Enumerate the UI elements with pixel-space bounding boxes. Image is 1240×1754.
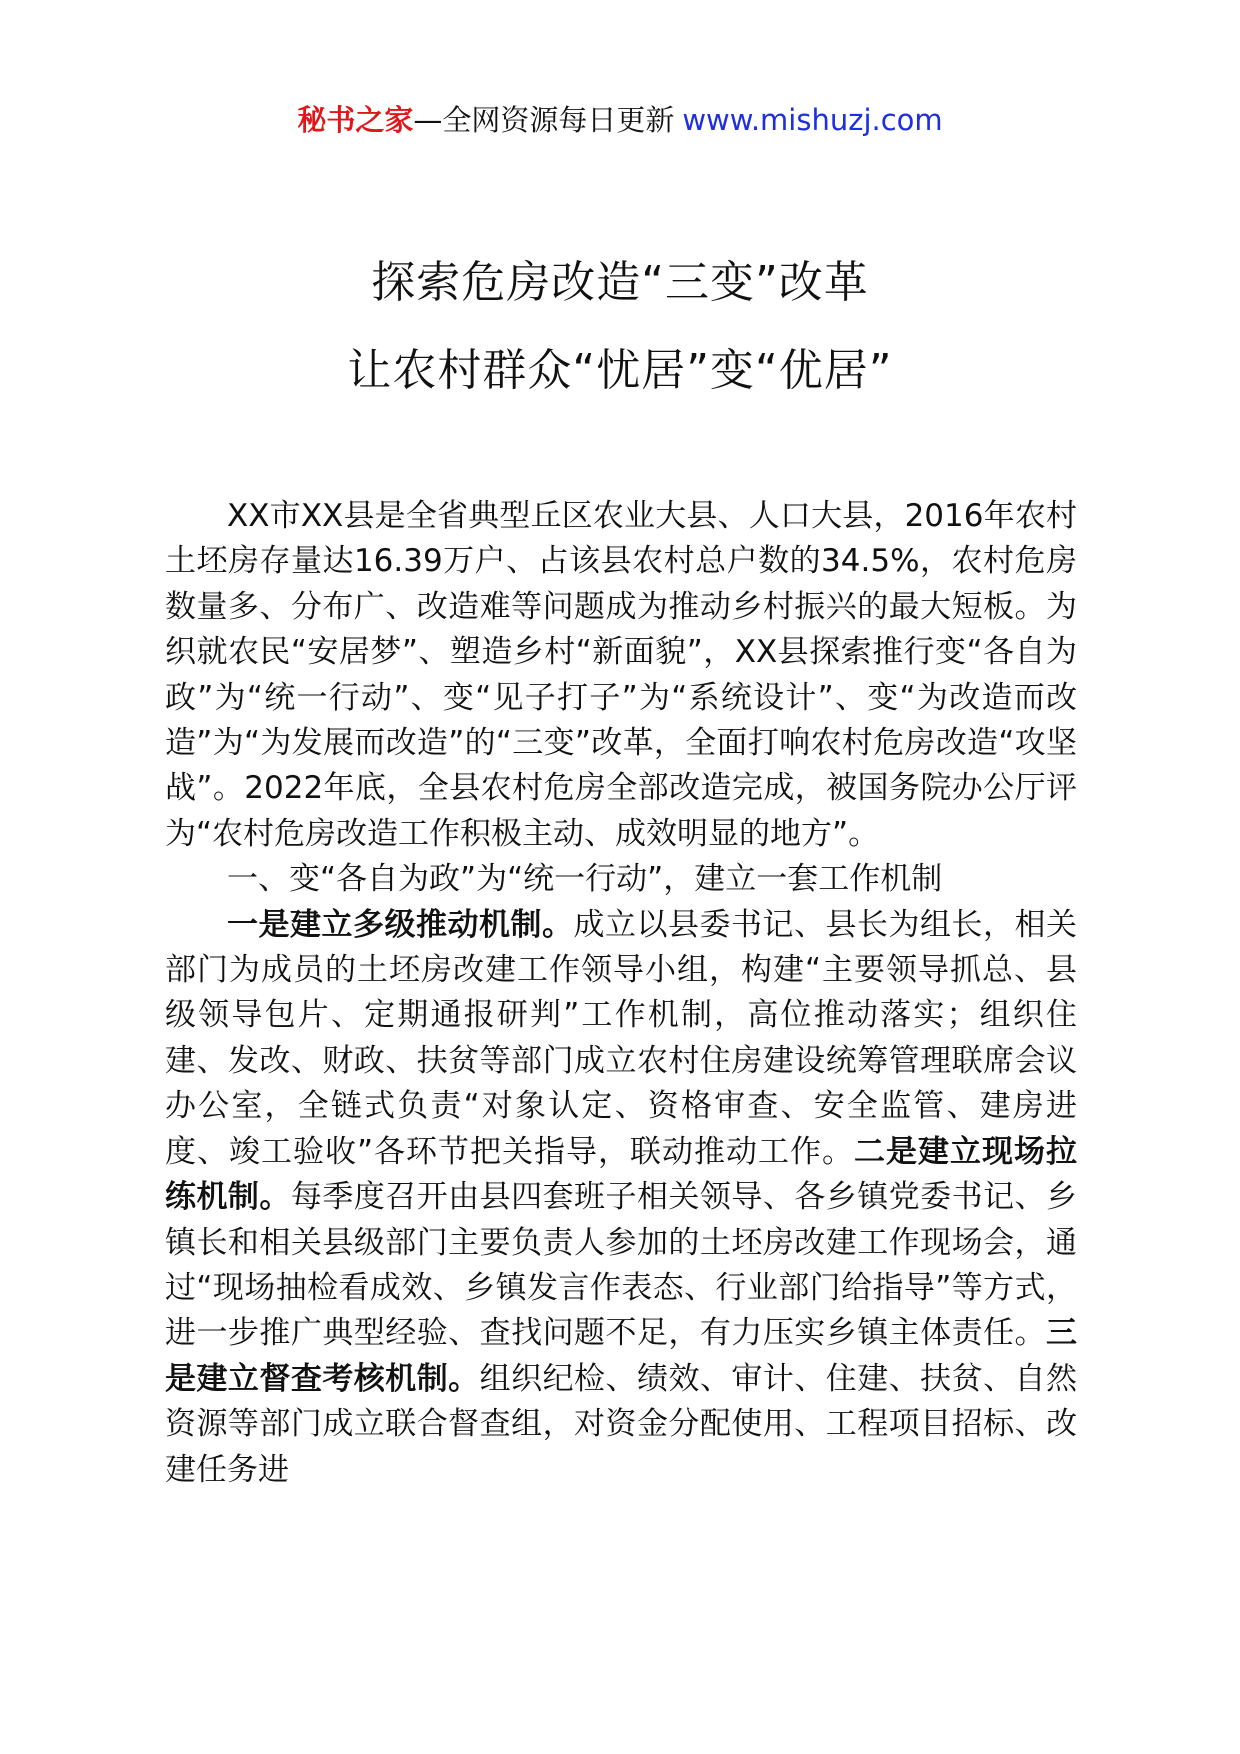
site-url-link[interactable]: www.mishuzj.com [682, 103, 943, 137]
point-1-text: 成立以县委书记、县长为组长，相关部门为成员的土坯房改建工作领导小组，构建“主要领导抓总、县级领导包片、定期通报研判”工作机制，高位推动落实；组织住建、发改、财政、扶贫等部门成立农村住房建设统筹管理联席会议办公室，全链式负责“对象认定、资格审查、安全监管、建房进度、竣工验收”各环节把关指导，联动推动工作。 [165, 906, 1077, 1170]
document-body [165, 494, 1077, 1493]
brand-name: 秘书之家 [297, 103, 414, 137]
header-slogan: —全网资源每日更新 [413, 103, 675, 137]
intro-paragraph: XX市XX县是全省典型丘区农业大县、人口大县，2016年农村土坯房存量达16.39万户、占该县农村总户数的34.5%，农村危房数量多、分布广、改造难等问题成为推动乡村振兴的最大短板。为织就农民“安居梦”、塑造乡村“新面貌”，XX县探索推行变“各自为政”为“统一行动”、变“见子打子”为“系统设计”、变“为改造而改造”为“为发展而改造”的“三变”改革，全面打响农村危房改造“攻坚战”。2022年底，全县农村危房全部改造完成，被国务院办公厅评为“农村危房改造工作积极主动、成效明显的地方”。 [165, 498, 1077, 852]
title-line-1: 探索危房改造“三变”改革 [371, 257, 869, 308]
point-3-text: 组织纪检、绩效、审计、住建、扶贫、自然资源等部门成立联合督查组，对资金分配使用、工程项目招标、改建任务进 [165, 1360, 1078, 1488]
mechanism-paragraph [165, 903, 1077, 1493]
point-1-lead: 一是建立多级推动机制。 [227, 906, 574, 943]
point-2-text: 每季度召开由县四套班子相关领导、各乡镇党委书记、乡镇长和相关县级部门主要负责人参加的土坯房改建工作现场会，通过“现场抽检看成效、乡镇发言作表态、行业部门给指导”等方式，进一步推广典型经验、查找问题不足，有力压实乡镇主体责任。 [165, 1179, 1077, 1352]
title-line-2: 让农村群众“忧居”变“优居” [347, 345, 893, 396]
document-title [0, 250, 1240, 426]
section-heading-1: 一、变“各自为政”为“统一行动”，建立一套工作机制 [227, 861, 943, 898]
page-header [0, 100, 1240, 140]
point-2-lead: 二是建立现场拉练机制。 [165, 1133, 1078, 1216]
point-3-lead: 三是建立督查考核机制。 [165, 1315, 1077, 1397]
